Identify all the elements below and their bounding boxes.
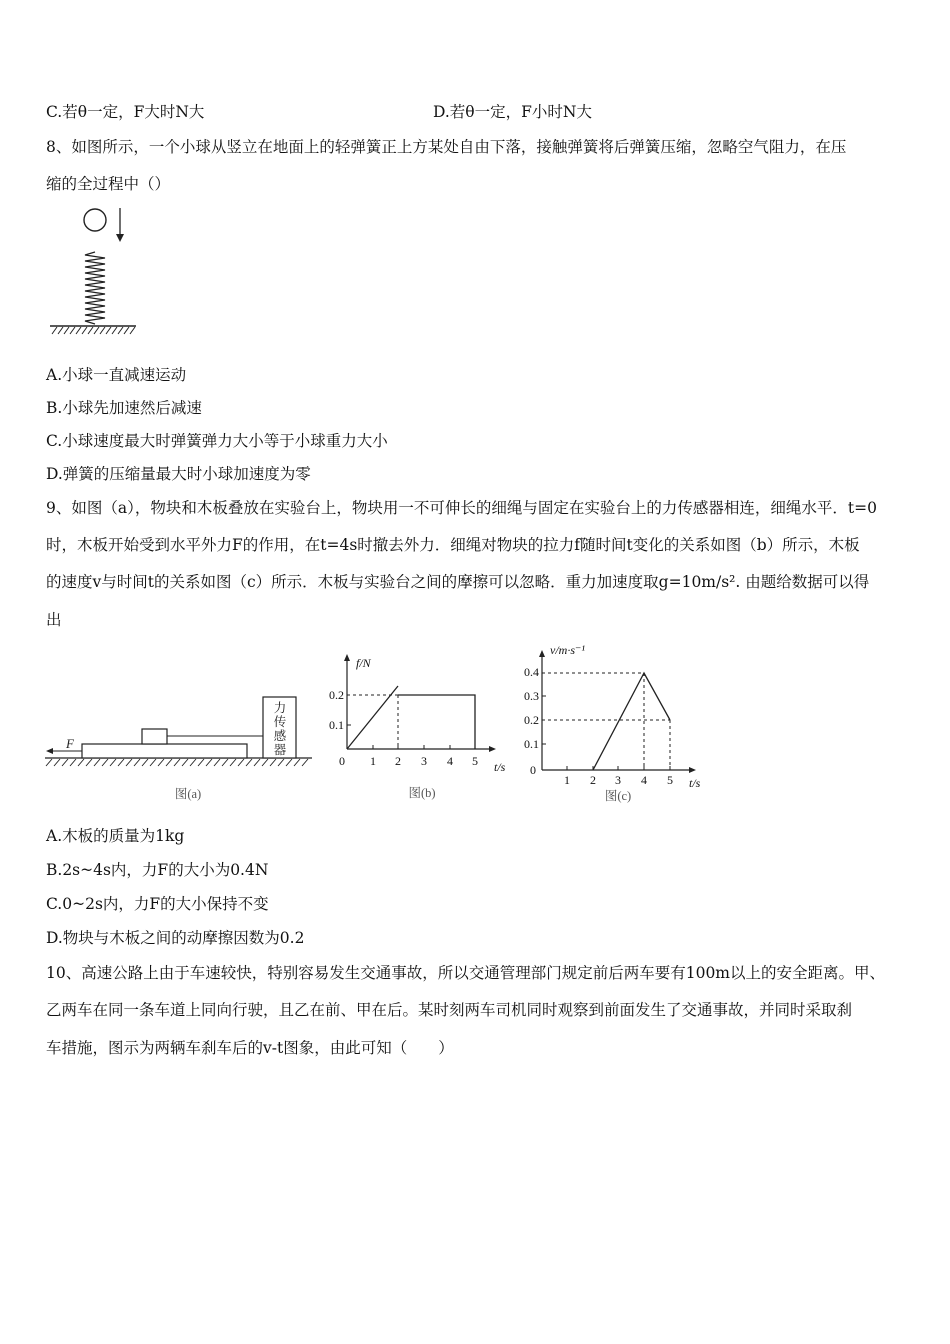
c-ytick-0.2: 0.2 — [524, 713, 539, 727]
c-ytick-0.4: 0.4 — [524, 665, 539, 679]
q9-option-c: C.0~2s内，力F的大小保持不变 — [46, 895, 269, 913]
q9-stem-line1: 9、如图（a），物块和木板叠放在实验台上，物块用一不可伸长的细绳与固定在实验台上的力传感器相连，细绳水平．t=0 — [46, 499, 877, 517]
b-xtick-2: 2 — [395, 754, 401, 768]
c-velocity-curve — [593, 673, 670, 770]
block — [142, 729, 167, 744]
q9-figure-c — [512, 640, 717, 808]
sensor-char-4: 器 — [273, 743, 287, 757]
q8-option-b: B.小球先加速然后减速 — [46, 399, 202, 417]
fall-arrow-head — [116, 234, 124, 242]
c-y-arrow — [539, 650, 545, 657]
b-xtick-0: 0 — [339, 754, 345, 768]
b-ytick-0.2: 0.2 — [329, 688, 344, 702]
q10-stem-line3: 车措施，图示为两辆车刹车后的v-t图象，由此可知（ ） — [46, 1039, 454, 1057]
b-xlabel: t/s — [494, 760, 506, 774]
wooden-board — [82, 744, 247, 758]
q8-stem-line1: 8、如图所示，一个小球从竖立在地面上的轻弹簧正上方某处自由下落，接触弹簧将后弹簧压缩，忽略空气阻力，在压 — [46, 138, 847, 156]
b-xtick-5: 5 — [472, 754, 478, 768]
spring — [85, 252, 105, 324]
q9-figure-a — [40, 690, 320, 805]
sensor-char-1: 力 — [273, 701, 287, 715]
q9-option-b: B.2s~4s内，力F的大小为0.4N — [46, 861, 269, 879]
q8-option-c: C.小球速度最大时弹簧弹力大小等于小球重力大小 — [46, 432, 388, 450]
ball — [84, 209, 106, 231]
q7-option-d: D.若θ一定，F小时N大 — [433, 103, 592, 121]
force-arrow-head — [46, 748, 53, 754]
q8-option-d: D.弹簧的压缩量最大时小球加速度为零 — [46, 465, 311, 483]
q9-stem-line2: 时，木板开始受到水平外力F的作用，在t=4s时撤去外力．细绳对物块的拉力f随时间t变化的关系如图（b）所示，木板 — [46, 536, 860, 554]
q10-stem-line2: 乙两车在同一条车道上同向行驶，且乙在前、甲在后。某时刻两车司机同时观察到前面发生了交通事故，并同时采取刹 — [46, 1001, 853, 1019]
c-x-arrow — [689, 767, 696, 773]
b-y-arrow — [344, 654, 350, 661]
b-x-arrow — [489, 746, 496, 752]
table-hatching — [46, 759, 308, 766]
figure-b-caption: 图(b) — [408, 786, 436, 800]
figure-a-caption: 图(a) — [174, 787, 202, 801]
sensor-char-3: 感 — [273, 729, 287, 743]
q8-stem-line2: 缩的全过程中（） — [46, 175, 171, 193]
c-ylabel: v/m·s⁻¹ — [550, 643, 585, 657]
c-ytick-0: 0 — [530, 763, 536, 777]
b-xtick-4: 4 — [447, 754, 453, 768]
c-xtick-2: 2 — [590, 773, 596, 787]
q9-option-d: D.物块与木板之间的动摩擦因数为0.2 — [46, 929, 305, 947]
q9-figure-b — [322, 650, 517, 805]
b-ytick-0.1: 0.1 — [329, 718, 344, 732]
q8-option-a: A.小球一直减速运动 — [46, 366, 187, 384]
b-ylabel: f/N — [356, 656, 371, 670]
q9-stem-line3: 的速度v与时间t的关系如图（c）所示．木板与实验台之间的摩擦可以忽略．重力加速度取g=10m/s². 由题给数据可以得 — [46, 573, 870, 591]
q8-ball-spring-figure — [44, 200, 144, 340]
b-friction-plateau — [398, 695, 475, 749]
q9-option-a: A.木板的质量为1kg — [46, 827, 185, 845]
b-xtick-1: 1 — [370, 754, 376, 768]
b-xtick-3: 3 — [421, 754, 427, 768]
q10-stem-line1: 10、高速公路上由于车速较快，特别容易发生交通事故，所以交通管理部门规定前后两车要有100m以上的安全距离。甲、 — [46, 964, 886, 982]
ground-hatching — [52, 327, 135, 334]
sensor-char-2: 传 — [273, 715, 287, 729]
c-ytick-0.1: 0.1 — [524, 737, 539, 751]
c-xtick-5: 5 — [667, 773, 673, 787]
c-ytick-0.3: 0.3 — [524, 689, 539, 703]
force-label: F — [66, 736, 74, 751]
q9-stem-line4: 出 — [46, 611, 62, 629]
c-xlabel: t/s — [689, 776, 701, 790]
q7-option-c: C.若θ一定，F大时N大 — [46, 103, 205, 121]
c-xtick-3: 3 — [615, 773, 621, 787]
c-xtick-4: 4 — [641, 773, 647, 787]
c-xtick-1: 1 — [564, 773, 570, 787]
figure-c-caption: 图(c) — [604, 789, 632, 803]
